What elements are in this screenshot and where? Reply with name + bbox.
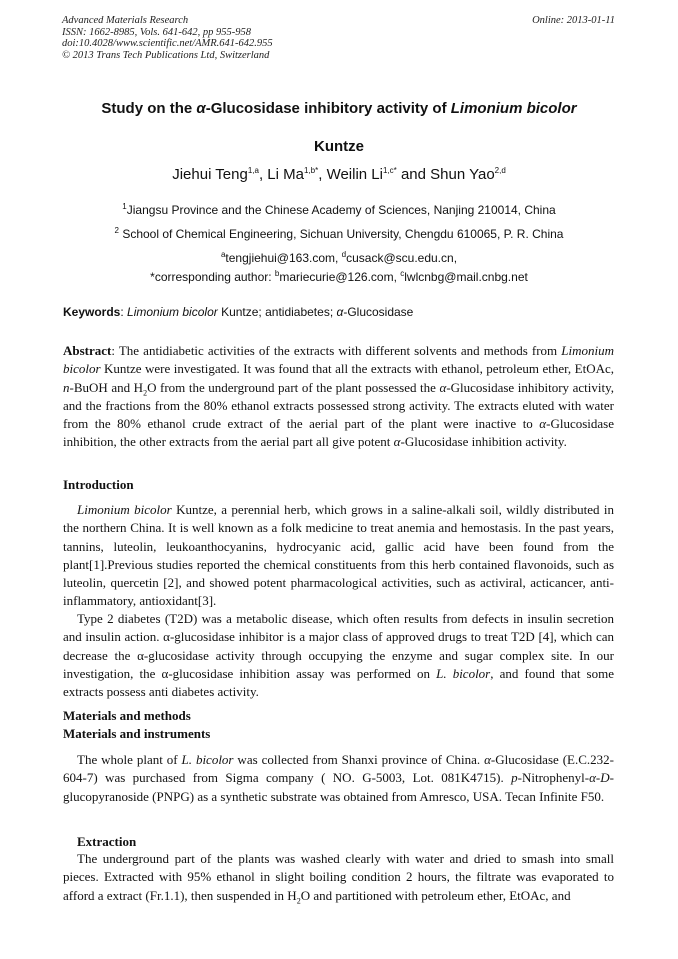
journal-header [62, 15, 273, 61]
affiliation-1: $^1$Jiangsu Province and the Chinese Academy of Sciences, Nanjing 210014, China [122, 202, 556, 217]
issn-line: ISSN: 1662-8985, Vols. 641-642, pp 955-958 [62, 26, 251, 38]
introduction-paragraph-1: Limonium bicolor Kuntze, a perennial herb, which grows in a saline-alkali soil, wildly distributed in the northern China. It is well known as a folk medicine to treat anemia and hemostasis. In the past years, tannins, luteolin, leukoanthocyanins, hydrocyanic acid, gallic acid have been found from the plant[1].Previous studies reported the chemical constituents from this herb contained flavonoids, such as luteolin, quercetin [2], and showed potent pharmacological activities, such as activiral, acticancer, anti-inflammatory, antioxidant[3]. [63, 502, 614, 609]
author-list: Jiehui Teng$^{1,a}$, Li $Ma^{1,b*}$, Weilin $Li^{1,c*}$ and Shun Yao$^{2,d}$ [172, 166, 506, 183]
email-line-1: $^a$tengjiehui@163.com, $^d$cusack@scu.edu.cn, [220, 250, 458, 265]
author: Shun Yao [430, 166, 495, 183]
author: Li Ma [267, 166, 304, 183]
extraction-paragraph: The underground part of the plants was washed clearly with water and dried to smash into small pieces. Extracted with 95% ethanol in slight boiling condition 2 hours, the filtrate was evaporated to afford a extract (Fr.1.1), then suspended in $H_2O$ and partitioned with petroleum ether, EtOAc, and [63, 851, 614, 906]
author: Jiehui Teng [172, 166, 248, 183]
materials-methods-heading: Materials and methods [63, 708, 191, 723]
copyright-line: © 2013 Trans Tech Publications Ltd, Switzerland [62, 49, 270, 61]
keywords: Keywords: Limonium bicolor Kuntze; antidiabetes; α-Glucosidase [63, 305, 414, 319]
introduction-heading: Introduction [63, 477, 134, 492]
materials-instruments-heading: Materials and instruments [63, 726, 211, 741]
affiliation-2: $^2$ School of Chemical Engineering, Sichuan University, Chengdu 610065, P. R. China [114, 226, 564, 241]
author: Weilin Li [326, 166, 383, 183]
doi-line: doi:10.4028/www.scientific.net/AMR.641-642.955 [62, 38, 273, 50]
introduction-paragraph-2: Type 2 diabetes (T2D) was a metabolic disease, which often results from defects in insulin secretion and insulin action. α-glucosidase inhibitor is a major class of approved drugs to treat T2D [4], which can decrease the α-glucosidase activity through occupying the enzyme and sugar complex site. In our investigation, the α-glucosidase inhibition assay was performed on L. bicolor, and found that some extracts possess anti diabetes activity. [63, 611, 614, 700]
paper-title: Study on the α-Glucosidase inhibitory activity of Limonium bicolor Kuntze [101, 100, 577, 155]
journal-name: Advanced Materials Research [62, 15, 189, 26]
online-date: Online: 2013-01-11 [532, 15, 615, 26]
extraction-heading: Extraction [77, 834, 137, 849]
materials-paragraph: The whole plant of L. bicolor was collected from Shanxi province of China. α-Glucosidase (E.C.232-604-7) was purchased from Sigma company ( NO. G-5003, Lot. 081K4715). p-Nitrophenyl-α-D-glucopyranoside (PNPG) as a synthetic substrate was obtained from Amresco, USA. Tecan Infinite F50. [63, 752, 614, 804]
abstract-paragraph: Abstract: The antidiabetic activities of the extracts with different solvents and methods from Limonium bicolor Kuntze were investigated. It was found that all the extracts with ethanol, petroleum ether, EtOAc, n-BuOH and $H_2O$ from the underground part of the plant possessed the α-Glucosidase inhibitory activity, and the fractions from the 80% ethanol extracts possessed strong activity. The extracts eluted with water from the 80% ethanol crude extract of the aerial part of the plant were inactive to α-Glucosidase inhibition, the other extracts from the aerial part all give potent α-Glucosidase inhibition activity. [63, 343, 614, 450]
corresponding-author-line: *corresponding author: $^b$mariecurie@126.com, $^c$lwlcnbg@mail.cnbg.net [150, 269, 528, 284]
